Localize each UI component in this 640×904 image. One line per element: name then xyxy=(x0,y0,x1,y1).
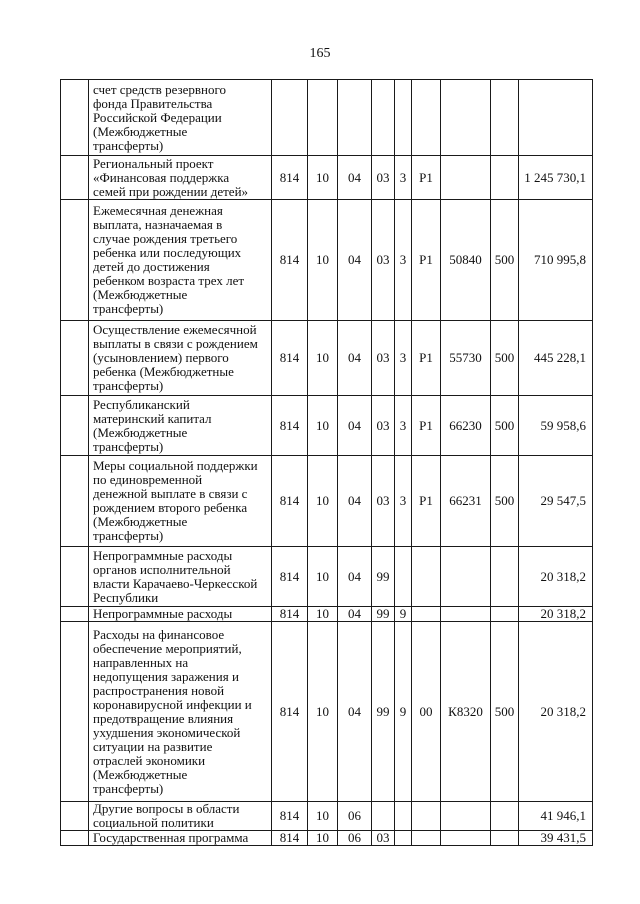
expense-name-line: ребенка (Межбюджетные xyxy=(93,364,234,379)
ved-code-cell: 814 xyxy=(272,200,308,321)
subsection-code-cell: 04 xyxy=(338,156,372,200)
subsection-code-cell: 04 xyxy=(338,396,372,456)
expense-name-line: трансферты) xyxy=(93,301,164,316)
table-row xyxy=(61,156,593,200)
program-code-cell: 03 xyxy=(372,831,395,846)
expense-name-cell xyxy=(89,547,272,607)
expense-name-line: трансферты) xyxy=(93,528,164,543)
expense-name-line: семей при рождении детей» xyxy=(93,183,249,199)
expense-name-line: Непрограммные расходы xyxy=(93,547,233,563)
expense-name-line: трансферты) xyxy=(93,438,164,454)
section-code-cell: 10 xyxy=(308,607,338,622)
expense-name-line: обеспечение мероприятий, xyxy=(93,640,242,656)
expense-name-line: Республиканский xyxy=(93,396,190,412)
expense-name-line: недопущения заражения и xyxy=(93,668,239,684)
direction-code-cell xyxy=(441,156,491,200)
section-code-cell: 10 xyxy=(308,547,338,607)
subprogram-code-cell xyxy=(395,802,412,831)
expense-name-line: рождением второго ребенка xyxy=(93,500,248,515)
expense-name-line: (Межбюджетные xyxy=(93,766,188,782)
expense-name-line: по единовременной xyxy=(93,472,203,487)
direction-code-cell xyxy=(441,607,491,622)
section-code-cell: 10 xyxy=(308,200,338,321)
expense-type-cell: 500 xyxy=(491,622,519,802)
subsection-code-cell: 04 xyxy=(338,456,372,547)
amount-cell: 39 431,5 xyxy=(519,831,593,846)
section-code-cell: 10 xyxy=(308,321,338,396)
ved-code-cell: 814 xyxy=(272,622,308,802)
project-code-cell xyxy=(412,802,441,831)
section-code-cell: 10 xyxy=(308,156,338,200)
program-code-cell: 99 xyxy=(372,547,395,607)
expense-name-cell xyxy=(89,622,272,802)
expense-name-cell xyxy=(89,802,272,831)
project-code-cell xyxy=(412,547,441,607)
expense-type-cell xyxy=(491,607,519,622)
subsection-code-cell: 06 xyxy=(338,831,372,846)
row-number-cell xyxy=(61,200,89,321)
subsection-code-cell: 04 xyxy=(338,607,372,622)
expense-name-cell xyxy=(89,321,272,396)
expense-name-line: «Финансовая поддержка xyxy=(93,169,230,185)
row-number-cell xyxy=(61,396,89,456)
expense-type-cell xyxy=(491,156,519,200)
expense-name-line: счет средств резервного xyxy=(93,81,227,97)
table-row xyxy=(61,80,593,156)
expense-name-cell xyxy=(89,200,272,321)
subprogram-code-cell: 3 xyxy=(395,200,412,321)
section-code-cell: 10 xyxy=(308,802,338,831)
expense-name-line: (Межбюджетные xyxy=(93,287,188,302)
row-number-cell xyxy=(61,831,89,846)
table-row xyxy=(61,547,593,607)
ved-code-cell: 814 xyxy=(272,396,308,456)
direction-code-cell: 55730 xyxy=(441,321,491,396)
expense-name-line: Непрограммные расходы xyxy=(93,606,233,621)
subsection-code-cell: 04 xyxy=(338,622,372,802)
ved-code-cell: 814 xyxy=(272,321,308,396)
amount-cell: 20 318,2 xyxy=(519,622,593,802)
direction-code-cell xyxy=(441,547,491,607)
expense-name-line: трансферты) xyxy=(93,378,164,393)
amount-cell: 59 958,6 xyxy=(519,396,593,456)
expense-type-cell: 500 xyxy=(491,200,519,321)
ved-code-cell: 814 xyxy=(272,831,308,846)
expense-name-line: выплата, назначаемая в xyxy=(93,217,223,232)
project-code-cell: Р1 xyxy=(412,456,441,547)
direction-code-cell: 66230 xyxy=(441,396,491,456)
program-code-cell: 03 xyxy=(372,200,395,321)
amount-cell: 445 228,1 xyxy=(519,321,593,396)
expense-name-line: ухудшения экономической xyxy=(93,724,241,740)
expense-name-line: (Межбюджетные xyxy=(93,424,188,440)
expense-name-line: ситуации на развитие xyxy=(93,738,213,754)
table-row xyxy=(61,607,593,622)
expense-name-cell xyxy=(89,396,272,456)
row-number-cell xyxy=(61,802,89,831)
row-number-cell xyxy=(61,321,89,396)
expense-name-line: детей до достижения xyxy=(93,259,210,274)
expense-name-line: органов исполнительной xyxy=(93,561,231,577)
direction-code-cell: 50840 xyxy=(441,200,491,321)
ved-code-cell: 814 xyxy=(272,156,308,200)
row-number-cell xyxy=(61,456,89,547)
expense-name-line: распространения новой xyxy=(93,682,225,698)
expense-type-cell: 500 xyxy=(491,321,519,396)
program-code-cell: 99 xyxy=(372,607,395,622)
project-code-cell: Р1 xyxy=(412,321,441,396)
page-number: 165 xyxy=(309,46,331,61)
expense-name-line: Республики xyxy=(93,589,159,605)
direction-code-cell xyxy=(441,831,491,846)
subsection-code-cell: 04 xyxy=(338,547,372,607)
program-code-cell xyxy=(372,80,395,156)
ved-code-cell: 814 xyxy=(272,547,308,607)
expense-type-cell xyxy=(491,831,519,846)
row-number-cell xyxy=(61,607,89,622)
table-body xyxy=(61,80,593,846)
table-row xyxy=(61,396,593,456)
program-code-cell: 03 xyxy=(372,156,395,200)
expense-name-line: направленных на xyxy=(93,654,189,670)
direction-code-cell xyxy=(441,80,491,156)
expense-name-line: Осуществление ежемесячной xyxy=(93,322,257,337)
program-code-cell: 03 xyxy=(372,456,395,547)
subprogram-code-cell xyxy=(395,547,412,607)
project-code-cell: Р1 xyxy=(412,200,441,321)
expense-name-line: случае рождения третьего xyxy=(93,231,238,246)
expense-type-cell: 500 xyxy=(491,456,519,547)
section-code-cell xyxy=(308,80,338,156)
section-code-cell: 10 xyxy=(308,456,338,547)
expense-name-line: трансферты) xyxy=(93,137,164,153)
amount-cell: 20 318,2 xyxy=(519,607,593,622)
expense-name-line: (Межбюджетные xyxy=(93,123,188,139)
amount-cell: 29 547,5 xyxy=(519,456,593,547)
subprogram-code-cell: 3 xyxy=(395,321,412,396)
table-row xyxy=(61,622,593,802)
expense-name-line: Государственная программа xyxy=(93,830,249,845)
project-code-cell xyxy=(412,831,441,846)
subprogram-code-cell: 3 xyxy=(395,156,412,200)
program-code-cell: 99 xyxy=(372,622,395,802)
expense-name-line: Региональный проект xyxy=(93,155,214,171)
subprogram-code-cell xyxy=(395,831,412,846)
row-number-cell xyxy=(61,156,89,200)
section-code-cell: 10 xyxy=(308,396,338,456)
subprogram-code-cell: 3 xyxy=(395,396,412,456)
direction-code-cell: 66231 xyxy=(441,456,491,547)
table-row xyxy=(61,831,593,846)
table-row xyxy=(61,321,593,396)
expense-name-line: материнский капитал xyxy=(93,410,212,426)
subprogram-code-cell: 9 xyxy=(395,607,412,622)
expense-name-cell xyxy=(89,456,272,547)
ved-code-cell: 814 xyxy=(272,456,308,547)
expense-name-line: трансферты) xyxy=(93,780,164,796)
expense-name-cell xyxy=(89,156,272,200)
project-code-cell: Р1 xyxy=(412,396,441,456)
expense-name-line: (Межбюджетные xyxy=(93,514,188,529)
project-code-cell xyxy=(412,607,441,622)
program-code-cell xyxy=(372,802,395,831)
project-code-cell: 00 xyxy=(412,622,441,802)
expense-name-line: денежной выплате в связи с xyxy=(93,486,248,501)
expense-name-line: Ежемесячная денежная xyxy=(93,203,223,218)
expense-name-cell xyxy=(89,607,272,622)
expense-name-line: социальной политики xyxy=(93,815,214,830)
expense-name-line: Другие вопросы в области xyxy=(93,801,240,816)
project-code-cell: Р1 xyxy=(412,156,441,200)
subsection-code-cell: 06 xyxy=(338,802,372,831)
subprogram-code-cell: 3 xyxy=(395,456,412,547)
expense-name-line: отраслей экономики xyxy=(93,752,206,768)
expense-name-line: ребенка или последующих xyxy=(93,245,242,260)
amount-cell: 710 995,8 xyxy=(519,200,593,321)
expense-name-line: ребенком возраста трех лет xyxy=(93,273,245,288)
subsection-code-cell xyxy=(338,80,372,156)
subsection-code-cell: 04 xyxy=(338,200,372,321)
expense-name-line: (усыновлением) первого xyxy=(93,350,229,365)
subprogram-code-cell xyxy=(395,80,412,156)
expense-name-line: Расходы на финансовое xyxy=(93,626,225,642)
direction-code-cell xyxy=(441,802,491,831)
amount-cell: 41 946,1 xyxy=(519,802,593,831)
expense-name-line: Российской Федерации xyxy=(93,109,222,125)
amount-cell xyxy=(519,80,593,156)
expense-type-cell: 500 xyxy=(491,396,519,456)
table-row xyxy=(61,802,593,831)
ved-code-cell: 814 xyxy=(272,802,308,831)
direction-code-cell: К8320 xyxy=(441,622,491,802)
expense-type-cell xyxy=(491,547,519,607)
expense-name-line: коронавирусной инфекции и xyxy=(93,696,252,712)
expense-name-line: Меры социальной поддержки xyxy=(93,458,258,473)
expense-name-line: власти Карачаево-Черкесской xyxy=(93,575,258,591)
row-number-cell xyxy=(61,80,89,156)
expense-type-cell xyxy=(491,802,519,831)
expense-name-line: предотвращение влияния xyxy=(93,710,234,726)
table-row xyxy=(61,456,593,547)
amount-cell: 1 245 730,1 xyxy=(519,156,593,200)
ved-code-cell: 814 xyxy=(272,607,308,622)
project-code-cell xyxy=(412,80,441,156)
expense-name-line: выплаты в связи с рождением xyxy=(93,336,258,351)
table-row xyxy=(61,200,593,321)
subsection-code-cell: 04 xyxy=(338,321,372,396)
ved-code-cell xyxy=(272,80,308,156)
section-code-cell: 10 xyxy=(308,622,338,802)
amount-cell: 20 318,2 xyxy=(519,547,593,607)
budget-table xyxy=(60,79,593,846)
expense-name-cell xyxy=(89,831,272,846)
expense-name-cell xyxy=(89,80,272,156)
subprogram-code-cell: 9 xyxy=(395,622,412,802)
program-code-cell: 03 xyxy=(372,321,395,396)
row-number-cell xyxy=(61,622,89,802)
program-code-cell: 03 xyxy=(372,396,395,456)
row-number-cell xyxy=(61,547,89,607)
section-code-cell: 10 xyxy=(308,831,338,846)
expense-name-line: фонда Правительства xyxy=(93,95,213,111)
expense-type-cell xyxy=(491,80,519,156)
